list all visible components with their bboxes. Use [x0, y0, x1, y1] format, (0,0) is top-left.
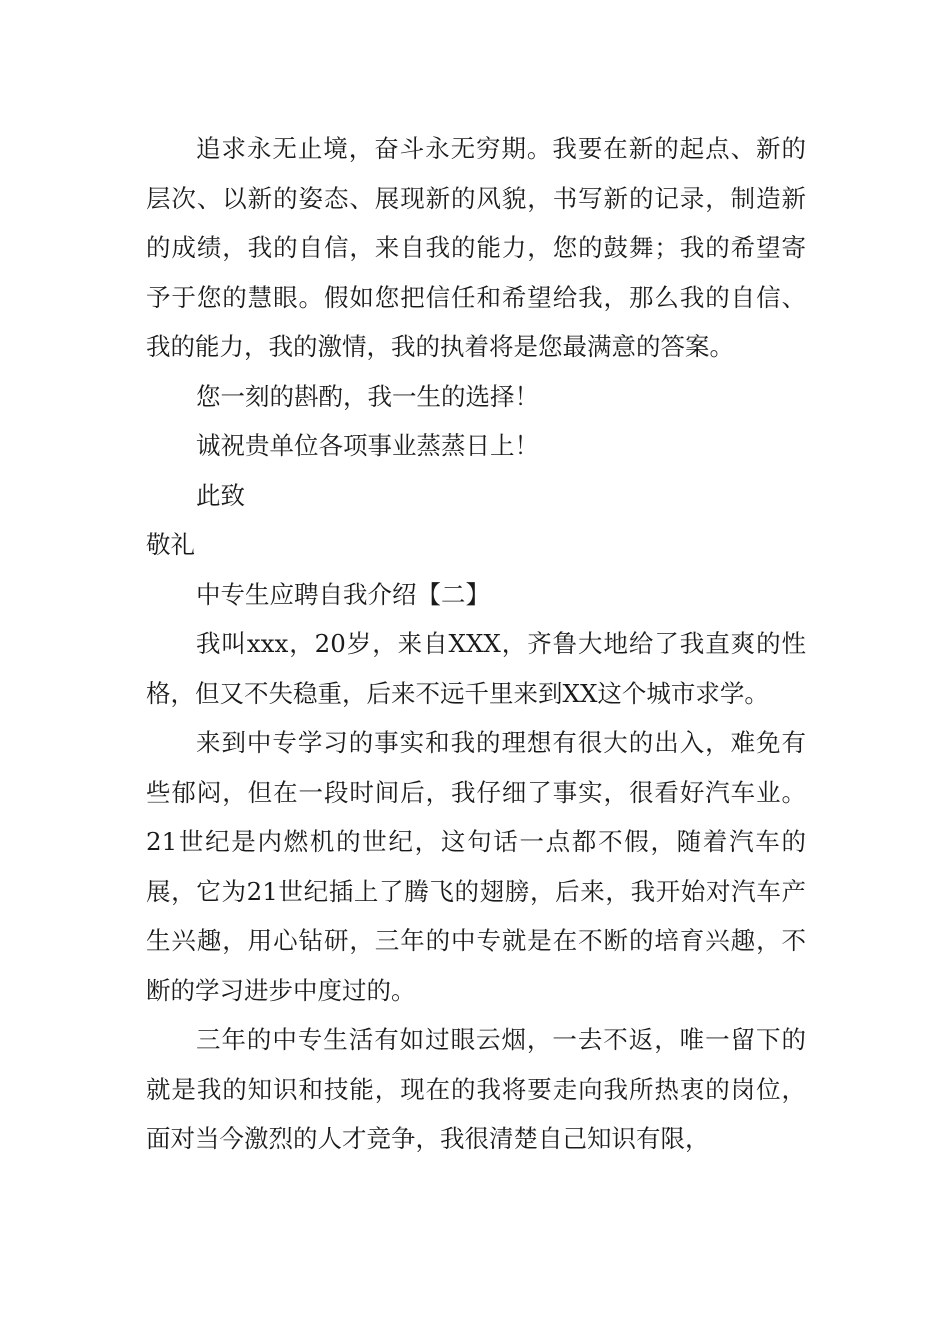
salutation-cizhi: 此致 — [196, 480, 245, 510]
paragraph-wishes: 诚祝贵单位各项事业蒸蒸日上！ — [196, 431, 539, 460]
salutation-jingli: 敬礼 — [146, 530, 195, 559]
paragraph-study: 来到中专学习的事实和我的理想有很大的出入，难免有些郁闷，但在一段时间后，我仔细了事实，很看好汽车业。21世纪是内燃机的世纪，这句话一点都不假，随着汽车的展，它为21世纪插上了腾飞的翅膀，后来，我开始对汽车产生兴趣，用心钻研，三年的中专就是在不断的培育兴趣，不断的学习进步中度过的。 — [146, 728, 806, 1005]
section-heading: 中专生应聘自我介绍【二】 — [196, 579, 490, 609]
document-body — [146, 124, 806, 1164]
paragraph-intro: 我叫xxx，20岁，来自XXX，齐鲁大地给了我直爽的性格，但又不失稳重，后来不远千里来到XX这个城市求学。 — [146, 629, 806, 708]
paragraph-future: 三年的中专生活有如过眼云烟，一去不返，唯一留下的就是我的知识和技能，现在的我将要走向我所热衷的岗位，面对当今激烈的人才竞争，我很清楚自己知识有限， — [146, 1025, 806, 1153]
paragraph-choice: 您一刻的斟酌，我一生的选择！ — [196, 381, 539, 411]
paragraph-closing-statement: 追求永无止境，奋斗永无穷期。我要在新的起点、新的层次、以新的姿态、展现新的风貌，书写新的记录，制造新的成绩，我的自信，来自我的能力，您的鼓舞；我的希望寄予于您的慧眼。假如您把信任和希望给我，那么我的自信、我的能力，我的激情，我的执着将是您最满意的答案。 — [146, 134, 806, 361]
